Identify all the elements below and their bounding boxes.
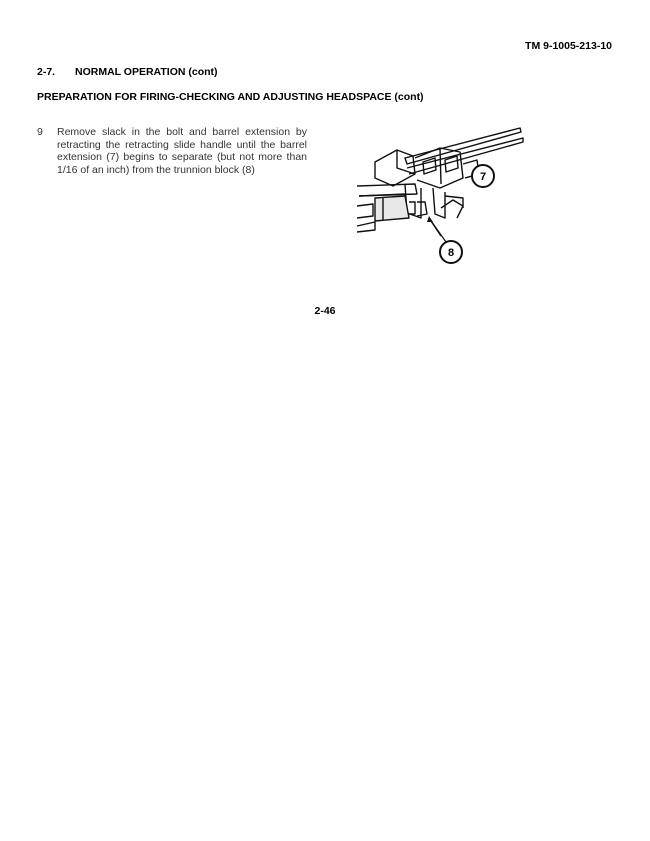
bolt-barrel-illustration (345, 118, 535, 368)
callout-8-label: 8 (447, 247, 455, 259)
section-number: 2-7. (37, 66, 56, 78)
document-id: TM 9-1005-213-10 (525, 40, 612, 52)
page-number: 2-46 (314, 305, 336, 317)
step-text: Remove slack in the bolt and barrel extension by retracting the retracting slide handle until the barrel extension (7) begins to separate (but not more than 1/16 of an inch) from the trunnion block (8) (57, 126, 307, 176)
section-title: NORMAL OPERATION (cont) (75, 66, 218, 78)
callout-7 (465, 165, 494, 187)
callout-7-label: 7 (479, 171, 487, 183)
figure-drawing (345, 118, 535, 368)
procedure-step (37, 126, 307, 176)
section-heading (37, 66, 218, 78)
callout-8 (427, 216, 462, 263)
subheading: PREPARATION FOR FIRING-CHECKING AND ADJUSTING HEADSPACE (cont) (37, 91, 424, 103)
step-number: 9 (37, 126, 43, 138)
